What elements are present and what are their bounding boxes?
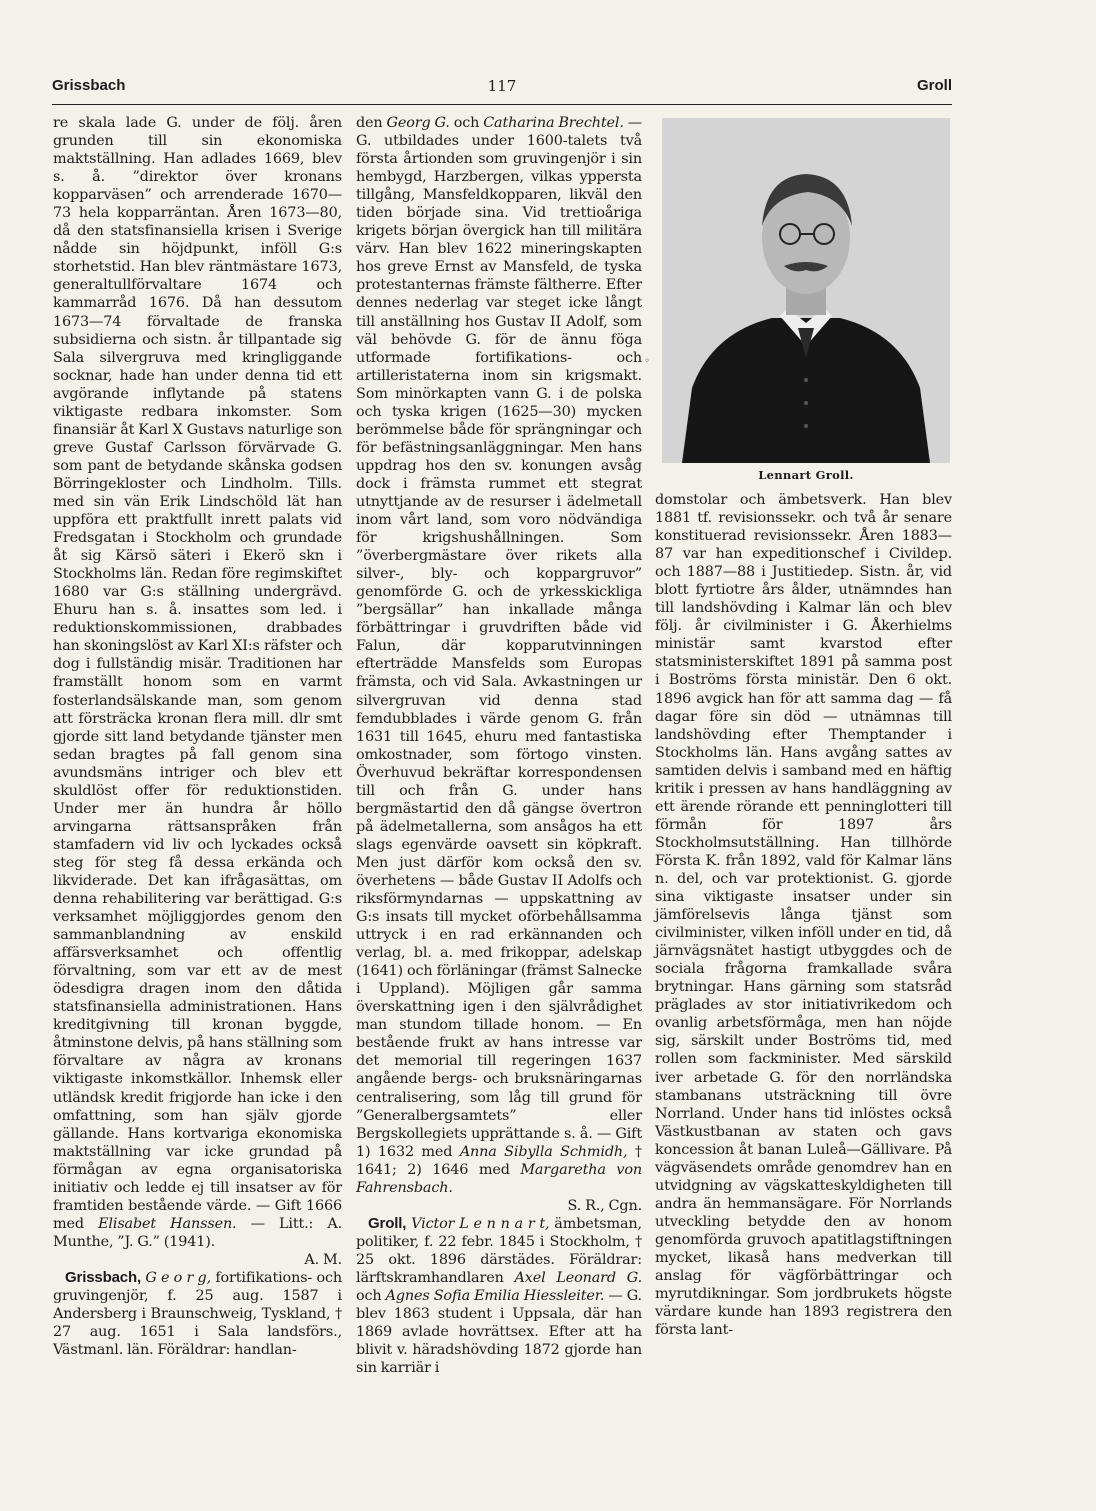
body-text: — G. utbildades under 1600-talets två första årtionden som gruvingenjör i sin hembygd, Harzbergen, vilkas yppersta tillgång, Mansfeldkopparen, likväl den tiden började sina. Vid trettioåriga krigets början övergick han till militära värv. Han blev 1622 mineringskapten hos greve Ernst av Mansfeld, de tyska protestanternas främste fältherre. Efter dennes nederlag var steget icke långt till anställning hos Gustav II Adolf, som väl behövde G. för de ännu föga utformade fortifikations- och artilleristaterna inom sin krigsmakt. Som minörkapten vann G. i de polska och tyska krigen (1625—30) mycken berömmelse både för sprängningar och för befästningsanläggningar. Men hans uppdrag hos den sv. konungen avsåg dock i främsta rummet ett stegrat utnyttjande av de resurser i ädelmetall inom vårt land, som voro nödvändiga för krigshushållningen. Som ”överbergmästare över rikets alla silver-, bly- och koppargruvor” genomförde G. och de yrkesskickliga ”bergsällar” han inkallade många förbättringar i gruvdriften både vid Falun, där kopparutvinningen efterträdde Mansfelds som Europas främsta, och vid Sala. Avkastningen ur silvergruvan vid denna stad femdubblades i värde genom G. från 1631 till 1645, ehuru med fantastiska omkostnader, som förtogo vinsten. Överhuvud bekräftar korrespondensen till och från G. under hans bergmästartid den då gängse övertron på ädelmetallerna, som ansågos ha ett slags egenvärde oavsett sin köpkraft. Men just därför kom också den sv. överhetens — både Gustav II Adolfs och riksförmyndarnas — uppskattning av G:s insats till mycket oförbehållsamma uttryck i en rad erkännanden och verlag, bl. a. med frikoppar, adelskap (1641) och förläningar (främst Salnecke i Uppland). Möjligen går samma överskattning igen i den självrådighet man stundom tillade honom. — En bestående frukt av hans intresse var det memorial till regeringen 1637 angående bergs- och bruksnäringarnas centralisering, som låg till grund för ”Generalbergsamtets” eller Bergskollegiets upprättande s. å. — Gift 1) 1632 med bbox=[356, 115, 642, 1160]
author-signature: S. R., Cgn. bbox=[567, 1197, 642, 1214]
literature-ref: — Litt.: A. Munthe, ”J. G.” (1941). bbox=[53, 1215, 342, 1250]
mother-name: Catharina Brechtel. bbox=[483, 115, 624, 131]
entry-text: fortifikations- och gruvingenjör, f. 25 aug. 1587 i Andersberg i Braunschweig, Tyskland, † 27 aug. 1651 i Sala landsförs., Västmanl. län. Föräldrar: handlan- bbox=[53, 1270, 342, 1359]
column-2 bbox=[356, 114, 642, 1377]
paragraph-ehrensteen-end bbox=[53, 114, 342, 1269]
entry-surname: Grissbach, bbox=[65, 1269, 142, 1286]
header-right-keyword: Groll bbox=[916, 77, 952, 94]
entry-surname: Groll, bbox=[368, 1214, 407, 1232]
author-signature: A. M. bbox=[304, 1251, 342, 1268]
text-fragment: och bbox=[356, 1288, 382, 1305]
entry-groll bbox=[356, 1215, 642, 1377]
entry-given-name: L e n n a r t, bbox=[459, 1215, 550, 1232]
entry-text: ämbetsman, politiker, f. 22 febr. 1845 i Stockholm, † 25 okt. 1896 därstädes. Föräldrar: lärftskramhandlaren bbox=[356, 1215, 642, 1286]
header-rule bbox=[52, 104, 952, 105]
entry-text: — G. blev 1863 student i Uppsala, där han 1869 avlade hovrättsex. Efter att ha blivit v. häradshövding 1872 gjorde han sin karriär i bbox=[356, 1288, 642, 1377]
father-name: Georg G. bbox=[386, 115, 450, 131]
portrait-photo-icon bbox=[662, 118, 950, 463]
running-header bbox=[52, 76, 952, 104]
column-3 bbox=[655, 491, 952, 1339]
spouse-name: Elisabet Hanssen. bbox=[98, 1215, 237, 1232]
column-1 bbox=[53, 114, 342, 1359]
entry-grissbach bbox=[53, 1269, 342, 1359]
page-number: 117 bbox=[487, 77, 517, 95]
mother-name: Agnes Sofia Emilia Hiessleiter. bbox=[385, 1288, 605, 1305]
entry-groll-cont: domstolar och ämbetsverk. Han blev 1881 tf. revisionssekr. och två år senare konstituerad revisionssekr. Åren 1883—87 var han expeditionschef i Civildep. och 1887—88 i Justitiedep. Sistn. år, vid blott fyrtiotre års ålder, utnämndes han till landshövding i Kalmar län och blev följ. år civilminister i G. Åkerhielms ministär samt kvarstod efter statsministerskiftet 1891 på samma post i Boströms första ministär. Den 6 okt. 1896 avgick han för att samma dag — få dagar före sin död — utnämnas till landshövding efter Themptander i Stockholms län. Hans avgång sattes av samtiden delvis i samband med en häftig kritik i pressen av hans handläggning av ett ärende rörande ett penninglotteri till förmån för 1897 års Stockholmsutställning. Han tillhörde Första K. från 1892, vald för Kalmar läns n. del, och var protektionist. G. gjorde sina viktigaste insatser under sin jämförelsevis långa tjänst som civilminister, vilken inföll under en tid, då järnvägsnätet hastigt utbyggdes och de sociala frågorna framkallade svåra brytningar. Hans gärning som statsråd präglades av stor initiativrikedom och ovanlig arbetsförmåga, men han nöjde sig, särskilt under Boströms tid, med rollen som fackminister. Med särskild iver arbetade G. för den norrländska stambanans utsträckning till övre Norrland. Under hans tid inlöstes också Västkustbanan av staten och gavs koncession åt banan Luleå—Gällivare. På vägväsendets område genomdrev han en utvidgning av vägskatteskyldigheten till andra än hemmansägare. För Norrlands utveckling betydde den av honom genomförda gruvoch apatitlagstiftningen mycket, likaså hans medverkan till anslag för vägförbättringar och myrutdikningar. Som jordbrukets högste värdare kunde han 1893 registrera den första lant- bbox=[655, 492, 952, 1339]
portrait-photo bbox=[662, 118, 950, 463]
text-fragment: den bbox=[356, 115, 383, 131]
father-name: Axel Leonard G. bbox=[514, 1270, 642, 1286]
text-fragment: och bbox=[453, 115, 480, 131]
second-wife-name: Margaretha von Fahrensbach. bbox=[356, 1161, 642, 1196]
margin-mark: ◦ bbox=[644, 356, 650, 367]
first-wife-name: Anna Sibylla Schmidh, bbox=[459, 1143, 628, 1160]
portrait-caption: Lennart Groll. bbox=[758, 468, 854, 482]
entry-given-name: G e o r g, bbox=[145, 1270, 212, 1286]
text-fragment: † 1641; 2) 1646 med bbox=[356, 1143, 642, 1178]
entry-grissbach-cont bbox=[356, 114, 642, 1215]
entry-first-name: Victor bbox=[411, 1215, 455, 1232]
body-text: re skala lade G. under de följ. åren grunden till sin ekonomiska maktställning. Han adlades 1669, blev s. å. ”direktor över kronans kopparväsen” och arrenderade 1670—73 hela kopparräntan. Åren 1673—80, då den statsfinansiella krisen i Sverige nådde sin höjdpunkt, inföll G:s storhetstid. Han blev räntmästare 1673, generaltullförvaltare 1674 och kammarråd 1676. Då han dessutom 1673—74 förvaltade de franska subsidierna och sistn. år tillpantade sig Sala silvergruva med kringliggande socknar, hade han under denna tid ett avgörande inflytande på statens viktigaste redbara inkomster. Som finansiär åt Karl X Gustavs naturlige son greve Gustaf Carlsson förvärvade G. som pant de betydande skånska godsen Börringekloster och Lindholm. Tills. med sin vän Erik Lindschöld lät han uppföra ett praktfullt inrett palats vid Fredsgatan i Stockholm och grundade åt sig Kärsö säteri i Ekerö skn i Stockholms län. Redan före regimskiftet 1680 var G:s ställning undergrävd. Ehuru han s. å. insattes som led. i reduktionskommissionen, drabbades han skoningslöst av Karl XI:s räfster och dog i fullständig misär. Traditionen har framställt honom som en varmt fosterlandsälskande man, som genom att försträcka kronan flera mill. dlr smt gjorde sitt land betydande tjänster men sedan bragtes på fall genom sina avundsmäns intriger och blev ett skuldlöst offer för reduktionstiden. Under mer än hundra år höllo arvingarna rättsanspråken från stamfadern vid liv och lyckades också steg för steg få dessa erkända och likviderade. Det kan ifrågasättas, om denna rehabilitering var berättigad. G:s verksamhet möjliggjordes genom den sammanblandning av enskild affärsverksamhet och offentlig förvaltning, som var ett av de mest ödesdigra dragen inom den dåtida statsfinansiella administrationen. Hans kreditgivning till kronan byggde, åtminstone delvis, på hans ställning som förvaltare av några av kronans viktigaste inkomstkällor. Inhemsk eller utländsk kredit frigjorde han icke i den omfattning, som han själv gjorde gällande. Hans kortvariga ekonomiska maktställning var icke grundad på förmågan av egna organisatoriska initiativ och ledde ej till insatser av för framtiden bestående värde. — Gift 1666 med bbox=[53, 115, 342, 1232]
header-left-keyword: Grissbach bbox=[52, 77, 126, 94]
